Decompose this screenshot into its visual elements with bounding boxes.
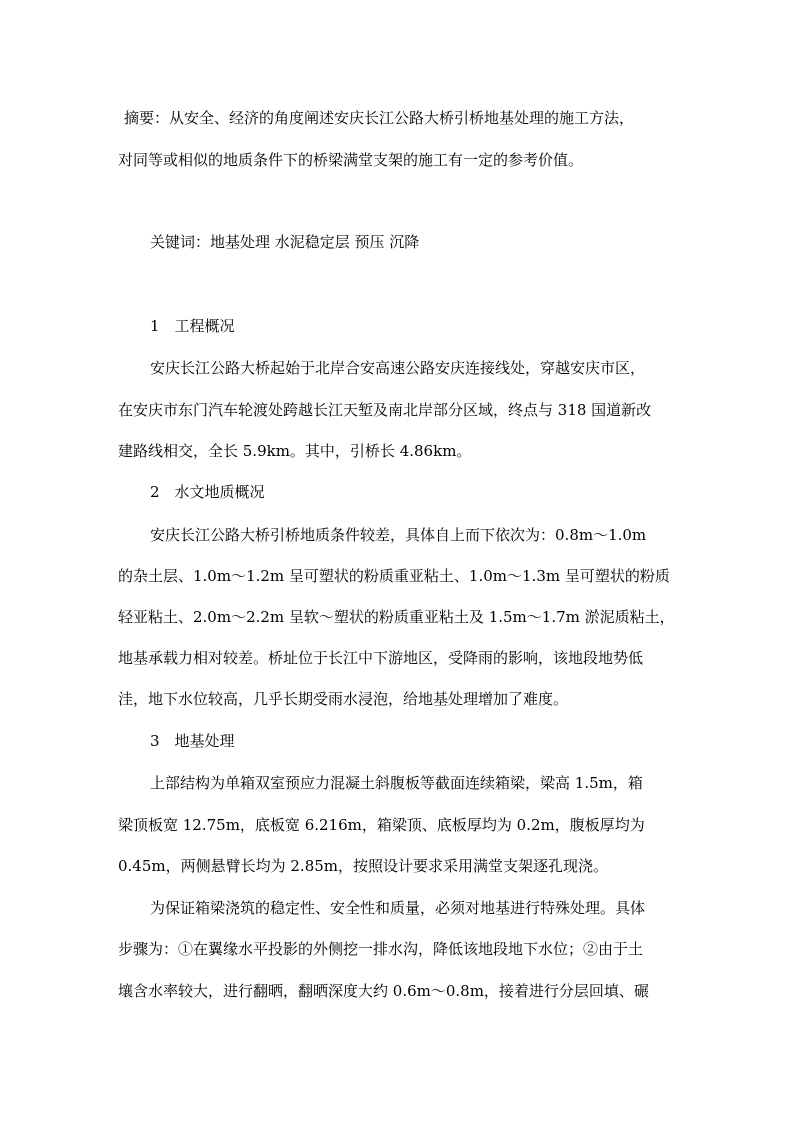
paragraph-line: 在安庆市东门汽车轮渡处跨越长江天堑及南北岸部分区域，终点与 318 国道新改 <box>118 401 652 419</box>
abstract-line-2: 对同等或相似的地质条件下的桥梁满堂支架的施工有一定的参考价值。 <box>118 151 584 169</box>
abstract-line-1: 摘要：从安全、经济的角度阐述安庆长江公路大桥引桥地基处理的施工方法， <box>124 109 635 127</box>
paragraph-line: 为保证箱梁浇筑的稳定性、安全性和质量，必须对地基进行特殊处理。具体 <box>150 899 646 917</box>
paragraph-line: 的杂土层、1.0m～1.2m 呈可塑状的粉质重亚粘土、1.0m～1.3m 呈可塑状的粉质 <box>118 567 670 585</box>
paragraph-line: 梁顶板宽 12.75m，底板宽 6.216m，箱梁顶、底板厚均为 0.2m，腹板厚均为 <box>118 816 645 834</box>
paragraph-line: 地基承载力相对较差。桥址位于长江中下游地区，受降雨的影响，该地段地势低 <box>118 649 644 667</box>
paragraph-line: 洼，地下水位较高，几乎长期受雨水浸泡，给地基处理增加了难度。 <box>118 690 569 708</box>
paragraph-line: 建路线相交，全长 5.9km。其中，引桥长 4.86km。 <box>118 442 472 460</box>
paragraph-line: 安庆长江公路大桥起始于北岸合安高速公路安庆连接线处，穿越安庆市区， <box>150 359 646 377</box>
paragraph-line: 安庆长江公路大桥引桥地质条件较差，具体自上而下依次为：0.8m～1.0m <box>150 526 647 544</box>
paragraph-line: 壤含水率较大，进行翻晒，翻晒深度大约 0.6m～0.8m，接着进行分层回填、碾 <box>118 982 649 1000</box>
keywords: 关键词：地基处理 水泥稳定层 预压 沉降 <box>150 233 420 251</box>
section-heading-2: 2 水文地质概况 <box>150 483 265 501</box>
paragraph-line: 上部结构为单箱双室预应力混凝土斜腹板等截面连续箱梁，梁高 1.5m，箱 <box>150 774 643 792</box>
paragraph-line: 0.45m，两侧悬臂长均为 2.85m，按照设计要求采用满堂支架逐孔现浇。 <box>118 857 609 875</box>
section-heading-3: 3 地基处理 <box>150 732 235 750</box>
section-heading-1: 1 工程概况 <box>150 317 235 335</box>
paragraph-line: 步骤为：①在翼缘水平投影的外侧挖一排水沟，降低该地段地下水位；②由于土 <box>118 940 644 958</box>
paragraph-line: 轻亚粘土、2.0m～2.2m 呈软～塑状的粉质重亚粘土及 1.5m～1.7m 淤泥质粘土， <box>118 608 675 626</box>
